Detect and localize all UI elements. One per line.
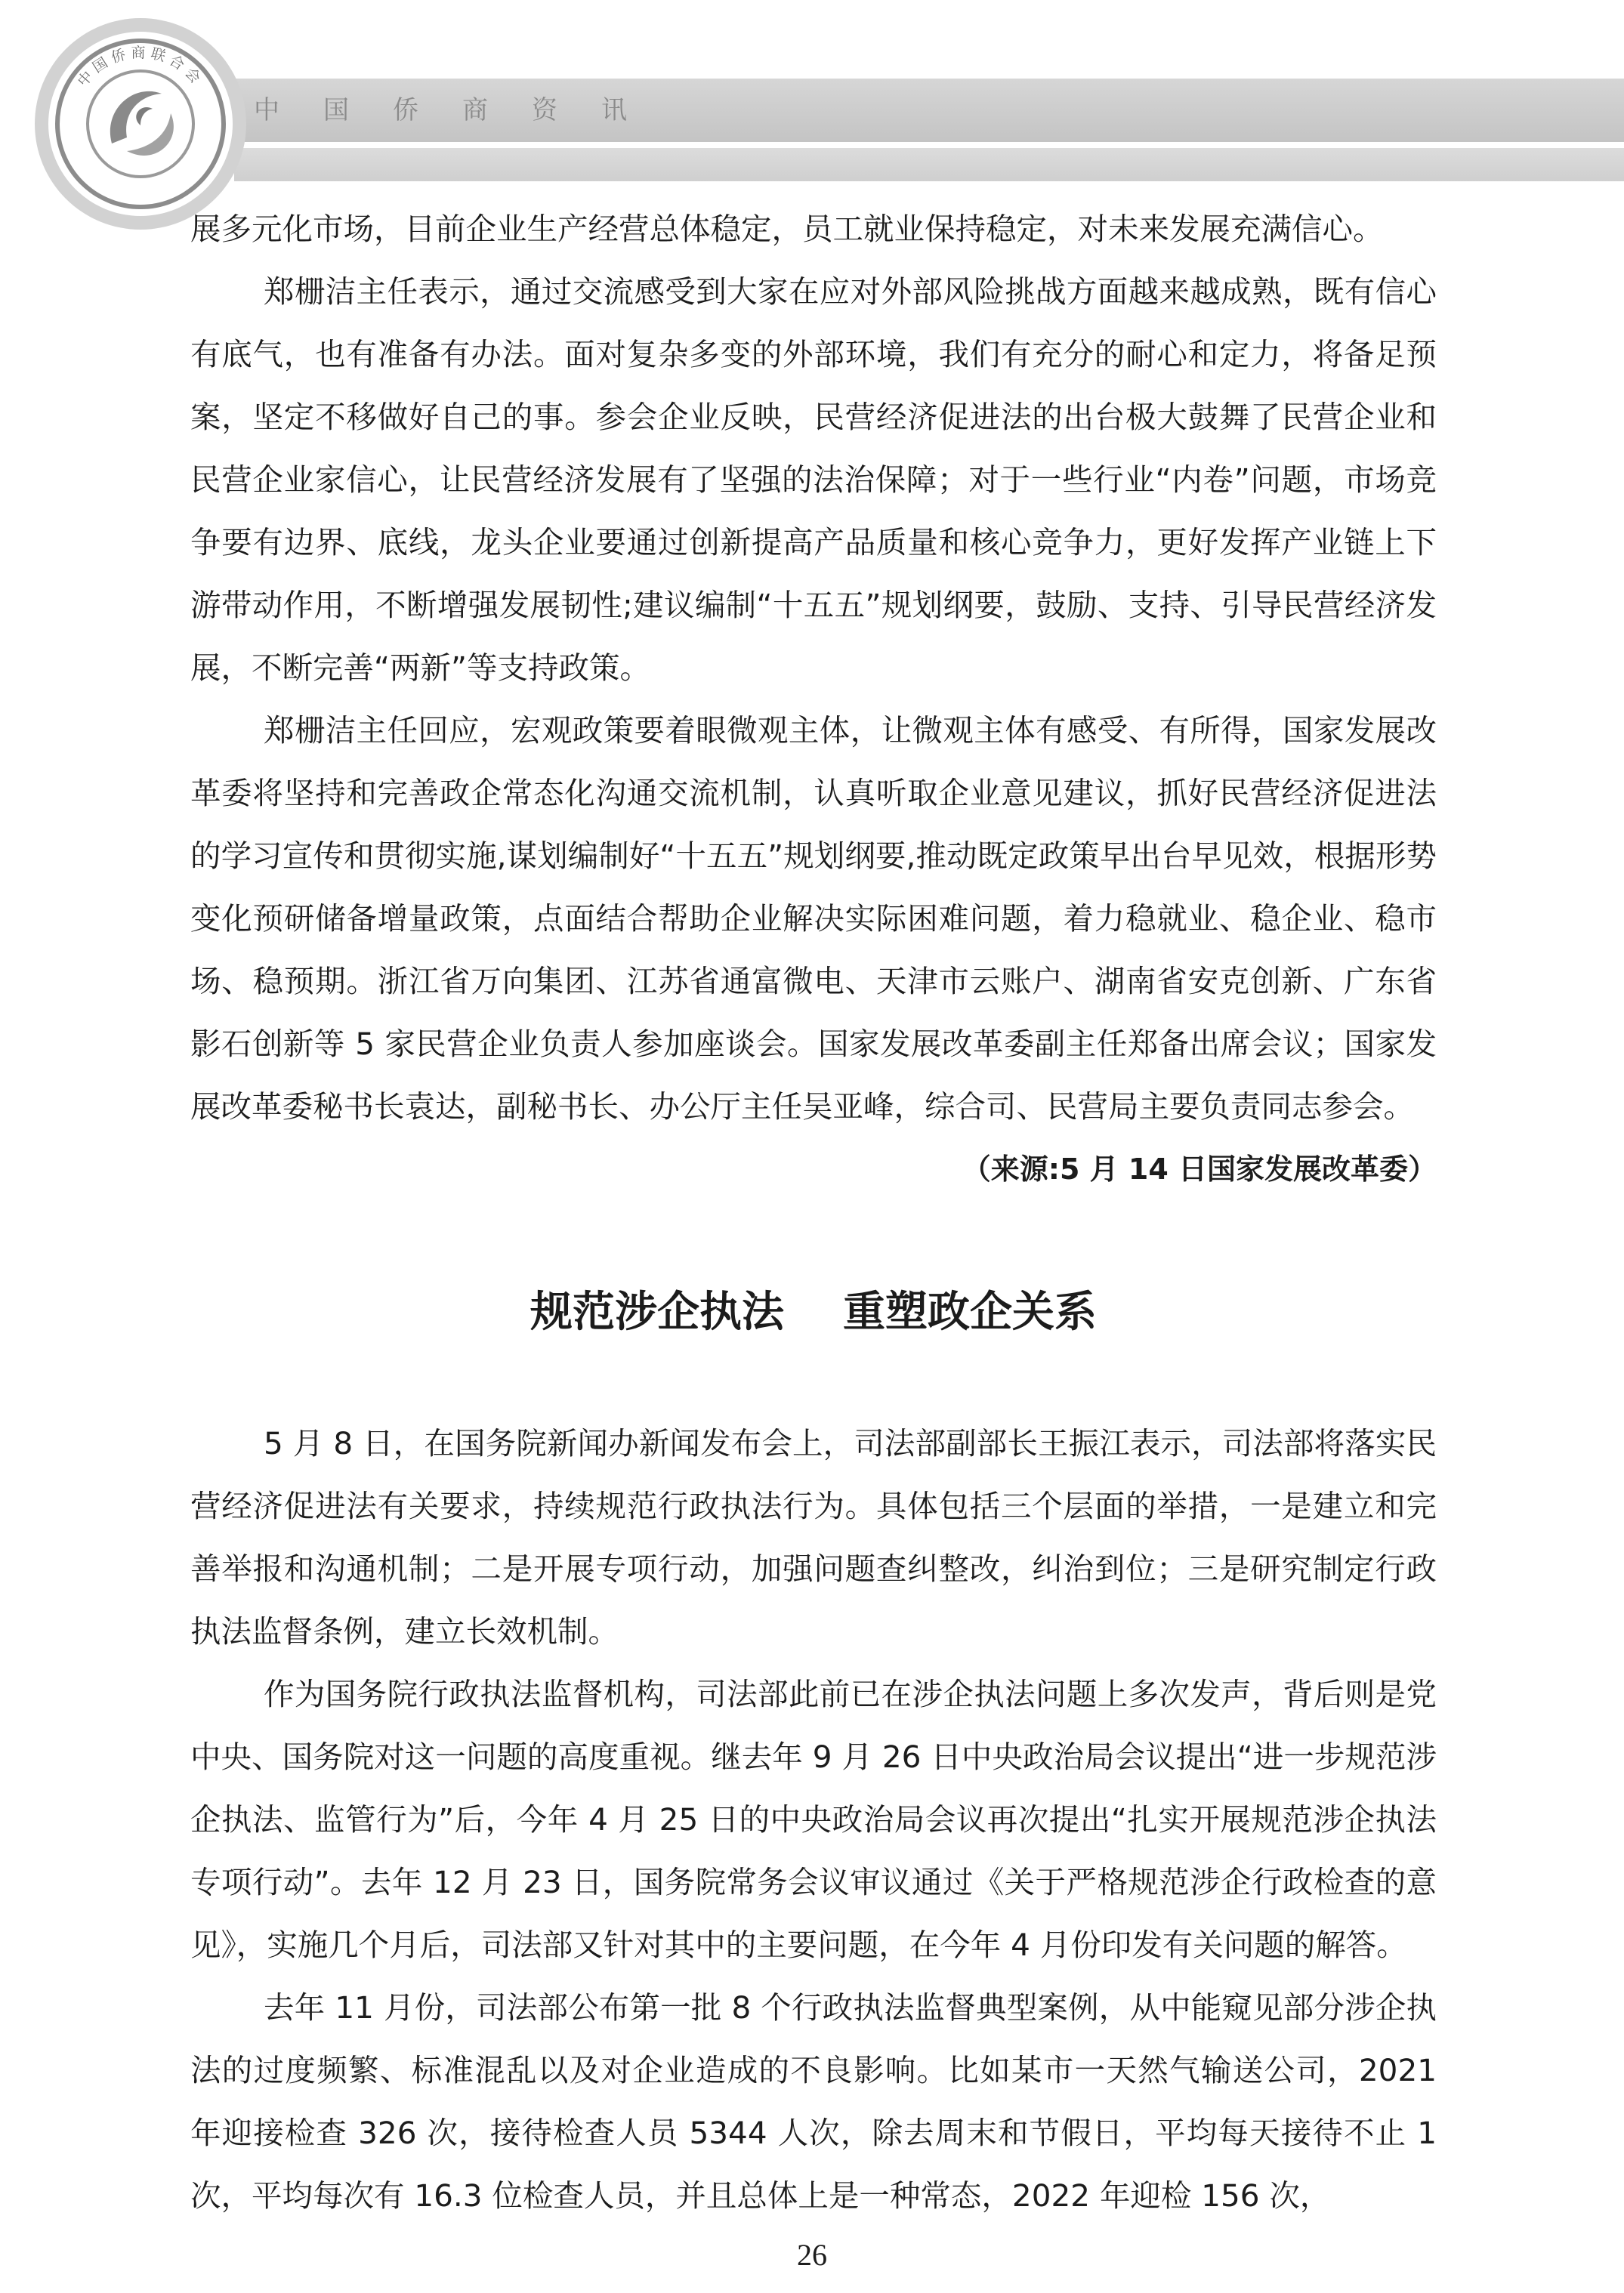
article2-title: 规范涉企执法 重塑政企关系 bbox=[530, 1288, 1097, 1337]
page-content bbox=[190, 198, 1437, 2227]
logo-text: 中国侨商联合会 bbox=[74, 45, 207, 90]
article2-paragraph-3: 去年 11 月份，司法部公布第一批 8 个行政执法监督典型案例，从中能窥见部分涉企执法的过度频繁、标准混乱以及对企业造成的不良影响。比如某市一天然气输送公司，2021 年迎接检查 326 次，接待检查人员 5344 人次，除去周末和节假日，平均每天接待不止 1 次，平均每次有 16.3 位检查人员，并且总体上是一种常态，2022 年迎检 156 次， bbox=[190, 1989, 1437, 2214]
article1-paragraph-2: 郑栅洁主任表示，通过交流感受到大家在应对外部风险挑战方面越来越成熟，既有信心有底气，也有准备有办法。面对复杂多变的外部环境，我们有充分的耐心和定力，将备足预案，坚定不移做好自己的事。参会企业反映，民营经济促进法的出台极大鼓舞了民营企业和民营企业家信心，让民营经济发展有了坚强的法治保障；对于一些行业“内卷”问题，市场竞争要有边界、底线，龙头企业要通过创新提高产品质量和核心竞争力，更好发挥产业链上下游带动作用，不断增强发展韧性;建议编制“十五五”规划纲要，鼓励、支持、引导民营经济发展，不断完善“两新”等支持政策。 bbox=[190, 273, 1437, 686]
page-number: 26 bbox=[797, 2238, 827, 2272]
article1-paragraph-3: 郑栅洁主任回应，宏观政策要着眼微观主体，让微观主体有感受、有所得，国家发展改革委将坚持和完善政企常态化沟通交流机制，认真听取企业意见建议，抓好民营经济促进法的学习宣传和贯彻实施,谋划编制好“十五五”规划纲要,推动既定政策早出台早见效，根据形势变化预研储备增量政策，点面结合帮助企业解决实际困难问题，着力稳就业、稳企业、稳市场、稳预期。浙江省万向集团、江苏省通富微电、天津市云账户、湖南省安克创新、广东省影石创新等 5 家民营企业负责人参加座谈会。国家发展改革委副主任郑备出席会议；国家发展改革委秘书长袁达，副秘书长、办公厅主任吴亚峰，综合司、民营局主要负责同志参会。 bbox=[190, 712, 1437, 1125]
header-band-lower bbox=[234, 148, 1624, 181]
article1-paragraph-1: 展多元化市场，目前企业生产经营总体稳定，员工就业保持稳定，对未来发展充满信心。 bbox=[190, 211, 1384, 247]
article1-source: （来源:5 月 14 日国家发展改革委） bbox=[962, 1153, 1437, 1186]
header-title: 中国侨商资讯 bbox=[254, 95, 671, 125]
article2-paragraph-2: 作为国务院行政执法监督机构，司法部此前已在涉企执法问题上多次发声，背后则是党中央、国务院对这一问题的高度重视。继去年 9 月 26 日中央政治局会议提出“进一步规范涉企执法、监管行为”后，今年 4 月 25 日的中央政治局会议再次提出“扎实开展规范涉企执法专项行动”。去年 12 月 23 日，国务院常务会议审议通过《关于严格规范涉企行政检查的意见》，实施几个月后，司法部又针对其中的主要问题，在今年 4 月份印发有关问题的解答。 bbox=[190, 1676, 1437, 1963]
article2-paragraph-1: 5 月 8 日，在国务院新闻办新闻发布会上，司法部副部长王振江表示，司法部将落实民营经济促进法有关要求，持续规范行政执法行为。具体包括三个层面的举措，一是建立和完善举报和沟通机制；二是开展专项行动，加强问题查纠整改，纠治到位；三是研究制定行政执法监督条例，建立长效机制。 bbox=[190, 1425, 1437, 1650]
